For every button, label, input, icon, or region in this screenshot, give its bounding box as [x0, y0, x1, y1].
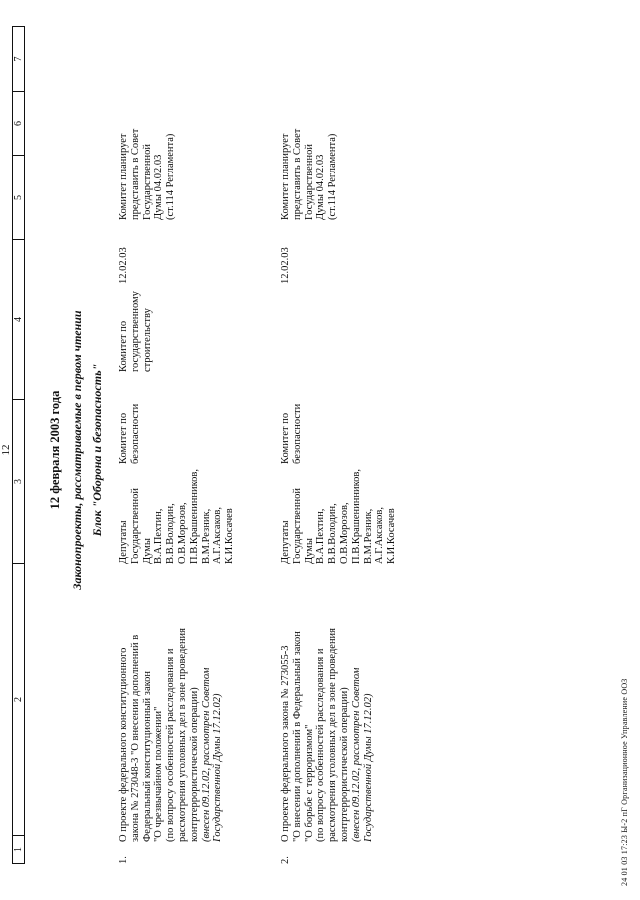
author-line: К.И.Косачев: [224, 508, 236, 564]
note-line: Комитет планирует: [118, 133, 129, 220]
fax-footer: 24 01 03 17:23 Ы-2 пГ Организационное Управление ООЗ: [620, 678, 629, 886]
section-heading: Законопроекты, рассматриваемые в первом чтении: [70, 310, 84, 590]
note-line: представить в Совет: [129, 128, 141, 220]
bill-title-line: контртеррористической операции): [338, 687, 350, 842]
row-number: 1.: [118, 856, 129, 864]
author-line: В.А.Пехтин,: [315, 508, 327, 564]
note-line: Думы 04.02.03: [315, 154, 327, 220]
note-line: Государственной: [303, 144, 315, 220]
consideration-date: 12.02.03: [280, 247, 291, 284]
note-line: Думы 04.02.03: [153, 154, 165, 220]
bill-submission-note-line: (внесен 09.12.02, рассмотрен Советом: [200, 667, 212, 842]
column-number: 3: [13, 399, 24, 563]
author-line: В.В.Володин,: [165, 503, 177, 564]
author-line: А.Г.Аксаков,: [374, 507, 386, 564]
author-line: О.В.Морозов,: [338, 502, 350, 564]
committee-line: Комитет по: [118, 412, 129, 464]
committee-line: Комитет по: [280, 412, 291, 464]
bill-title-line: (по вопросу особенностей расследования и: [315, 648, 327, 842]
author-line: Государственной: [291, 488, 303, 564]
author-line: В.В.Володин,: [327, 503, 339, 564]
author-line: В.М.Резник,: [200, 508, 212, 564]
bill-submission-note-line: Государственной Думы 17.12.02): [212, 693, 224, 842]
bill-submission-note-line: (внесен 09.12.02, рассмотрен Советом: [350, 667, 362, 842]
column-number: 1: [13, 835, 24, 863]
author-line: К.И.Косачев: [386, 508, 398, 564]
bill-title-line: (по вопросу особенностей расследования и: [165, 648, 177, 842]
row-number: 2.: [280, 856, 291, 864]
committee-line: безопасности: [129, 403, 141, 464]
bill-title-line: О проекте федерального закона № 273055-3: [280, 645, 291, 842]
note-line: представить в Совет: [291, 128, 303, 220]
author-line: В.А.Пехтин,: [153, 508, 165, 564]
bill-title-line: О проекте федерального конституционного: [118, 647, 129, 842]
author-line: Депутаты: [118, 520, 129, 564]
column-number: 6: [13, 91, 24, 155]
page-number: 12: [0, 444, 12, 456]
date-heading: 12 февраля 2003 года: [48, 390, 62, 510]
bill-title: [280, 570, 374, 842]
author-line: А.Г.Аксаков,: [212, 507, 224, 564]
author-line: П.В.Крашенинников,: [188, 469, 200, 564]
author-line: П.В.Крашенинников,: [350, 469, 362, 564]
committee-line: строительству: [141, 308, 153, 372]
bill-submission-note-line: Государственной Думы 17.12.02): [362, 693, 374, 842]
note-line: (ст.114 Регламента): [165, 133, 177, 220]
bill-title-line: "О борьбе с терроризмом": [303, 724, 315, 842]
bill-title-line: закона № 273048-3 "О внесении дополнений в: [129, 634, 141, 842]
block-heading: Блок "Оборона и безопасность": [90, 363, 104, 537]
column-number: 4: [13, 239, 24, 399]
committee-line: государственному: [129, 291, 141, 372]
committee-line: безопасности: [291, 403, 303, 464]
column-number: 2: [13, 563, 24, 835]
row-note: [280, 100, 339, 220]
bill-title-line: "О внесении дополнений в Федеральный закон: [291, 631, 303, 842]
responsible-committee: [280, 374, 304, 464]
author-line: Думы: [303, 538, 315, 564]
author-line: Думы: [141, 538, 153, 564]
author-line: Государственной: [129, 488, 141, 564]
bill-submission-note: [351, 570, 375, 842]
author-line: О.В.Морозов,: [176, 502, 188, 564]
committee-line: Комитет по: [118, 320, 129, 372]
consideration-date: 12.02.03: [118, 247, 129, 284]
column-number: 7: [13, 56, 24, 62]
bill-title-line: рассмотрения уголовных дел в зоне проведения: [176, 627, 188, 842]
bill-title-line: контртеррористической операции): [188, 687, 200, 842]
note-line: (ст.114 Регламента): [327, 133, 339, 220]
note-line: Комитет планирует: [280, 133, 291, 220]
bill-authors: [280, 468, 398, 564]
author-line: В.М.Резник,: [362, 508, 374, 564]
note-line: Государственной: [141, 144, 153, 220]
author-line: Депутаты: [280, 520, 291, 564]
bill-title-line: рассмотрения уголовных дел в зоне проведения: [327, 627, 339, 842]
bill-title-line: "О чрезвычайном положении": [153, 706, 165, 842]
bill-title-line: Федеральный конституционный закон: [141, 670, 153, 842]
column-number: 5: [13, 155, 24, 239]
